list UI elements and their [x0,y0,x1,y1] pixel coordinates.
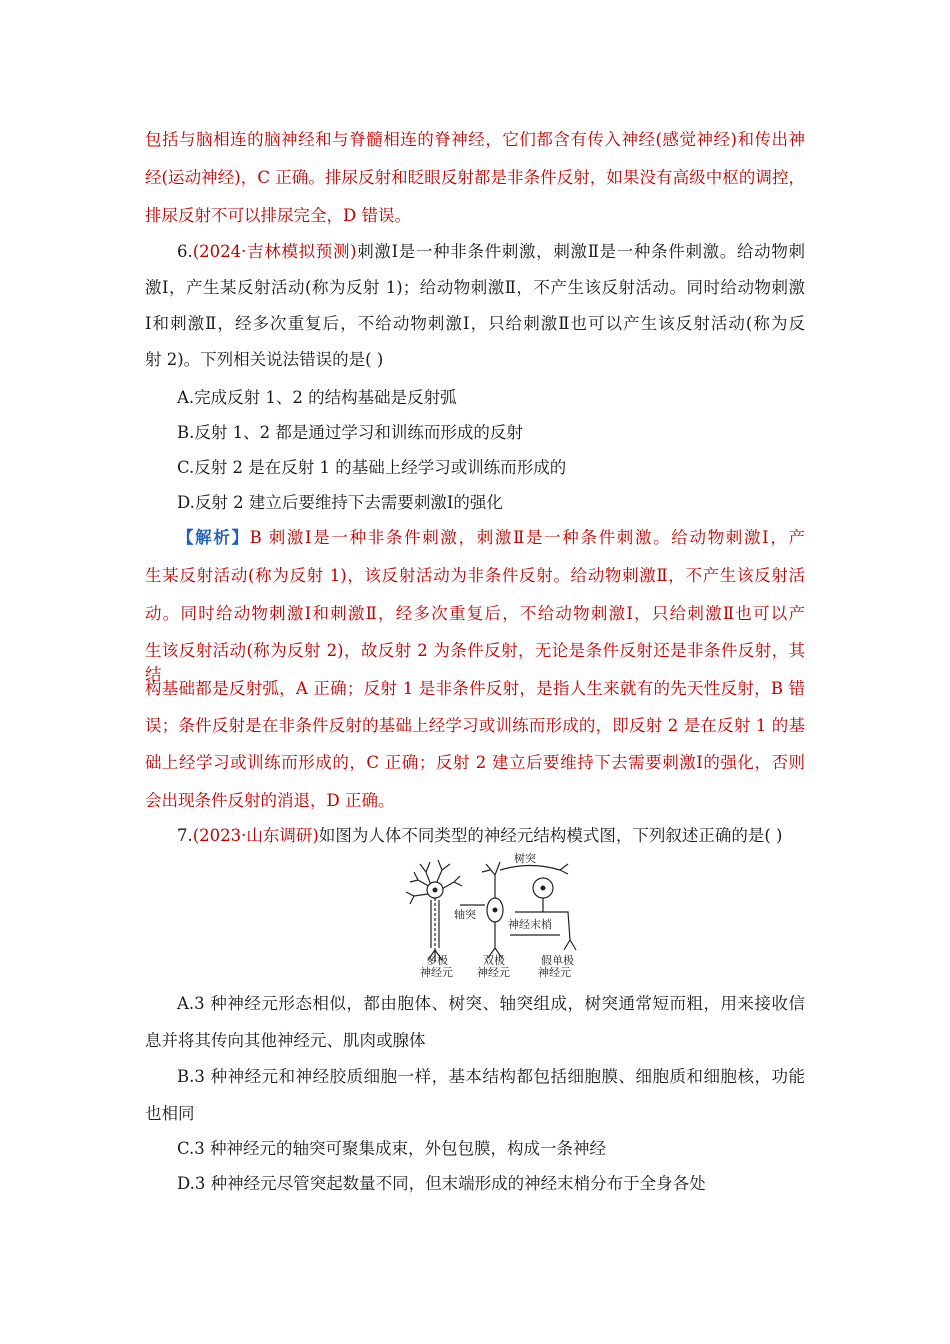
question-source: (2023·山东调研) [192,826,319,845]
analysis-first-line [177,524,805,548]
analysis-line: 误；条件反射是在非条件反射的基础上经学习或训练而形成的，即反射 2 是在反射 1 的基 [145,716,805,735]
label-dendrite: 树突 [514,852,536,865]
q7-option-d: D.3 种神经元尽管突起数量不同，但末端形成的神经末梢分布于全身各处 [177,1174,706,1193]
question-stem: 如图为人体不同类型的神经元结构模式图，下列叙述正确的是( ) [318,826,783,845]
question-6-stem: 激Ⅰ，产生某反射活动(称为反射 1)；给动物刺激Ⅱ，不产生该反射活动。同时给动物刺激 [145,278,805,297]
label-axon: 轴突 [454,908,476,921]
q7-option-a: A.3 种神经元形态相似，都由胞体、树突、轴突组成，树突通常短而粗，用来接收信 [177,994,805,1013]
analysis-tag: 【解析】 [177,528,250,547]
label-multipolar: 多极 [426,954,448,967]
option-c: C.反射 2 是在反射 1 的基础上经学习或训练而形成的 [177,458,567,477]
question-6-stem: 射 2)。下列相关说法错误的是( ) [145,350,384,369]
label-pseudo-unipolar: 假单极 [541,954,574,967]
q7-option-b: B.3 种神经元和神经胶质细胞一样，基本结构都包括细胞膜、细胞质和细胞核，功能 [177,1067,805,1086]
explanation-line: 排尿反射不可以排尿完全，D 错误。 [145,206,411,225]
question-6-stem-first [177,238,805,262]
label-bipolar-neuron: 神经元 [477,966,510,979]
explanation-line: 经(运动神经)，C 正确。排尿反射和眨眼反射都是非条件反射，如果没有高级中枢的调控， [145,168,805,187]
question-number: 7. [177,826,193,845]
q7-option-b-cont: 也相同 [145,1104,195,1123]
analysis-line: 生某反射活动(称为反射 1)，该反射活动为非条件反射。给动物刺激Ⅱ，不产生该反射活 [145,566,805,585]
label-nerve-ending: 神经末梢 [508,918,552,931]
neuron-diagram [400,850,585,980]
label-multipolar-neuron: 神经元 [420,966,453,979]
analysis-line: 会出现条件反射的消退，D 正确。 [145,791,395,810]
question-number: 6. [177,242,193,261]
question-6-stem: Ⅰ和刺激Ⅱ，经多次重复后，不给动物刺激Ⅰ，只给刺激Ⅱ也可以产生该反射活动(称为反 [145,314,805,333]
analysis-line: 动。同时给动物刺激Ⅰ和刺激Ⅱ，经多次重复后，不给动物刺激Ⅰ，只给刺激Ⅱ也可以产 [145,604,805,623]
option-a: A.完成反射 1、2 的结构基础是反射弧 [177,388,457,407]
question-7-stem [177,822,783,846]
question-stem: 刺激Ⅰ是一种非条件刺激，刺激Ⅱ是一种条件刺激。给动物刺 [356,242,805,261]
label-bipolar: 双极 [483,954,505,967]
question-source: (2024·吉林模拟预测) [192,242,357,261]
pseudo-unipolar-neuron [500,864,576,950]
explanation-line: 包括与脑相连的脑神经和与脊髓相连的脊神经，它们都含有传入神经(感觉神经)和传出神 [145,130,805,149]
analysis-line: 构基础都是反射弧，A 正确；反射 1 是非条件反射，是指人生来就有的先天性反射，B 错 [145,679,805,698]
analysis-text: B 刺激Ⅰ是一种非条件刺激，刺激Ⅱ是一种条件刺激。给动物刺激Ⅰ，产 [249,528,805,547]
option-b: B.反射 1、2 都是通过学习和训练而形成的反射 [177,423,523,442]
analysis-line: 生该反射活动(称为反射 2)，故反射 2 为条件反射，无论是条件反射还是非条件反射，其结 [145,641,805,684]
label-pseudo-unipolar-neuron: 神经元 [538,966,571,979]
q7-option-c: C.3 种神经元的轴突可聚集成束，外包包膜，构成一条神经 [177,1139,607,1158]
q7-option-a-cont: 息并将其传向其他神经元、肌肉或腺体 [145,1031,426,1050]
analysis-line: 础上经学习或训练而形成的，C 正确；反射 2 建立后要维持下去需要刺激Ⅰ的强化，否则 [145,753,805,772]
option-d: D.反射 2 建立后要维持下去需要刺激Ⅰ的强化 [177,493,503,512]
